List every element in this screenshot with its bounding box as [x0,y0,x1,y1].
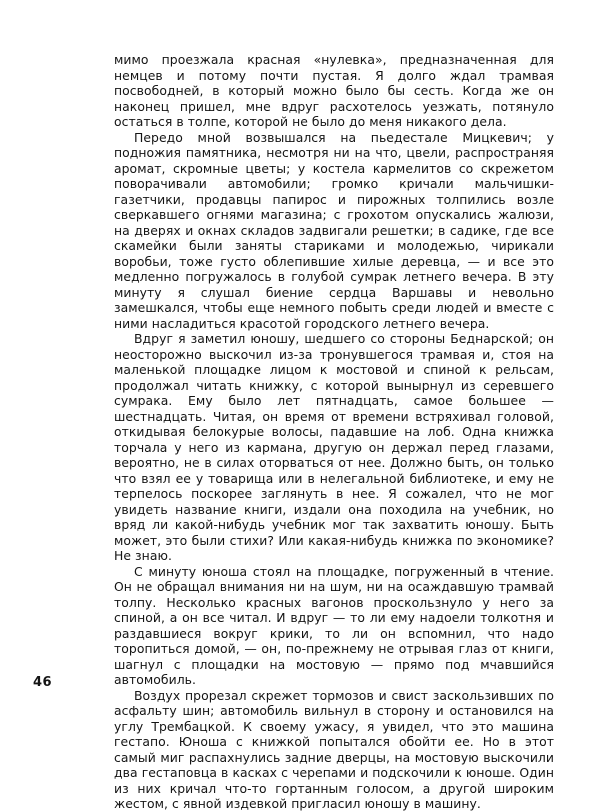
body-text [114,52,554,812]
page-number: 46 [33,675,53,690]
paragraph-3: Вдруг я заметил юношу, шедшего со стороны Беднарской; он неосторожно выскочил из-за тронувшегося трамвая и, стоя на маленькой площадке лицом к мостовой и спиной к рельсам, продолжал читать книжку, с которой вынырнул из серевшего сумрака. Ему было лет пятнадцать, самое большее — шестнадцать. Читая, он время от времени встряхивал головой, откидывая белокурые волосы, падавшие на лоб. Одна книжка торчала у него из кармана, другую он держал перед глазами, вероятно, не в силах оторваться от нее. Должно быть, он только что взял ее у товарища или в нелегальной библиотеке, и ему не терпелось поскорее заглянуть в нее. Я сожалел, что не мог увидеть название книги, издали она походила на учебник, но вряд ли какой-нибудь учебник мог так захватить юношу. Быть может, это были стихи? Или какая-нибудь книжка по экономике? Не знаю. [114,331,554,563]
paragraph-5: Воздух прорезал скрежет тормозов и свист заскользивших по асфальту шин; автомобиль вильнул в сторону и остановился на углу Трембацкой. К своему ужасу, я увидел, что это машина гестапо. Юноша с книжкой попытался обойти ее. Но в этот самый миг распахнулись задние дверцы, на мостовую выскочили два гестаповца в касках с черепами и подскочили к юноше. Один из них кричал что-то гортанным голосом, а другой широким жестом, с явной издевкой пригласил юношу в машину. [114,687,554,811]
paragraph-2: Передо мной возвышался на пьедестале Мицкевич; у подножия памятника, несмотря ни на что, цвели, распространяя аромат, скромные цветы; у костела кармелитов со скрежетом поворачивали автомобили; громко кричали мальчишки-газетчики, продавцы папирос и пирожных толпились возле сверкавшего огнями магазина; с грохотом опускались жалюзи, на дверях и окнах складов задвигали решетки; в садике, где все скамейки были заняты стариками и молодежью, чирикали воробьи, тоже густо облепившие хилые деревца, — и все это медленно погружалось в голубой сумрак летнего вечера. В эту минуту я слушал биение сердца Варшавы и невольно замешкался, чтобы еще немного побыть среди людей и вместе с ними насладиться красотой городского летнего вечера. [114,129,554,331]
paragraph-4: С минуту юноша стоял на площадке, погруженный в чтение. Он не обращал внимания ни на шум, ни на осаждавшую трамвай толпу. Несколько красных вагонов проскользнуло у него за спиной, а он все читал. И вдруг — то ли ему надоели толкотня и раздавшиеся вокруг крики, то ли он вспомнил, что надо торопиться домой, — он, по-прежнему не отрывая глаз от книги, шагнул с площадки на мостовую — прямо под мчавшийся автомобиль. [114,563,554,687]
paragraph-1: мимо проезжала красная «нулевка», предназначенная для немцев и потому почти пустая. Я долго ждал трамвая посвободней, в который можно было бы сесть. Когда же он наконец пришел, мне вдруг расхотелось уезжать, потянуло остаться в толпе, которой не было до меня никакого дела. [114,52,554,129]
